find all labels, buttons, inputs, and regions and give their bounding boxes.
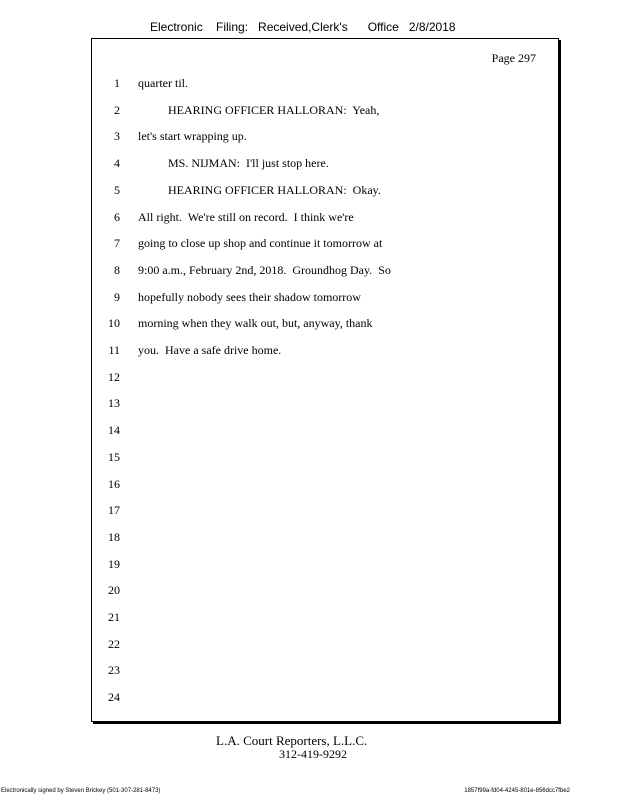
transcript-line: [92, 580, 558, 600]
reporter-company: L.A. Court Reporters, L.L.C.: [216, 733, 368, 748]
line-number: 4: [114, 156, 120, 171]
line-number: 1: [114, 76, 120, 90]
filing-stamp-header: Electronic Filing: Received,Clerk's Office 2/8/2018: [150, 20, 456, 34]
document-id: 1857f99a-fd04-4245-801e-856dcc7fbe2: [464, 788, 570, 794]
line-text: 9:00 a.m., February 2nd, 2018. Groundhog Day. So: [138, 262, 391, 277]
line-number: 2: [114, 102, 120, 117]
line-number: 15: [108, 449, 120, 464]
transcript-line: [92, 607, 558, 627]
transcript-line: [92, 420, 558, 440]
line-number: 13: [108, 396, 120, 411]
page-number: Page 297: [491, 51, 536, 65]
line-number: 5: [114, 182, 120, 197]
transcript-page: [91, 38, 559, 722]
transcript-line: [92, 233, 558, 253]
line-number: 12: [108, 369, 120, 384]
transcript-line: [92, 73, 558, 93]
transcript-line: [92, 100, 558, 120]
line-text: MS. NIJMAN: I'll just stop here.: [138, 156, 329, 171]
transcript-line: [92, 687, 558, 707]
electronic-signature-note: Electronically signed by Steven Brickey (501-307-281-8473): [1, 788, 161, 794]
line-number: 11: [108, 343, 120, 357]
line-text: HEARING OFFICER HALLORAN: Okay.: [138, 182, 381, 197]
transcript-line: [92, 500, 558, 520]
transcript-line: [92, 207, 558, 227]
line-number: 16: [108, 476, 120, 491]
line-text: let's start wrapping up.: [138, 129, 247, 144]
line-text: going to close up shop and continue it tomorrow at: [138, 236, 383, 251]
line-text: All right. We're still on record. I think we're: [138, 209, 354, 224]
transcript-line: [92, 393, 558, 413]
transcript-line: [92, 660, 558, 680]
line-text: quarter til.: [138, 76, 188, 90]
line-number: 6: [114, 209, 120, 224]
reporter-phone: 312-419-9292: [279, 747, 347, 761]
line-number: 3: [114, 129, 120, 144]
line-number: 9: [114, 289, 120, 304]
transcript-line: [92, 260, 558, 280]
transcript-line: [92, 287, 558, 307]
line-text: you. Have a safe drive home.: [138, 343, 282, 357]
line-text: HEARING OFFICER HALLORAN: Yeah,: [138, 102, 380, 117]
line-number: 21: [108, 610, 120, 624]
transcript-line: [92, 126, 558, 146]
transcript-line: [92, 634, 558, 654]
line-number: 20: [108, 583, 120, 598]
transcript-line: [92, 153, 558, 173]
line-number: 23: [108, 663, 120, 678]
line-text: morning when they walk out, but, anyway, thank: [138, 316, 373, 331]
transcript-line: [92, 474, 558, 494]
line-number: 22: [108, 636, 120, 651]
transcript-line: [92, 367, 558, 387]
line-number: 18: [108, 529, 120, 544]
transcript-line: [92, 447, 558, 467]
line-number: 19: [108, 556, 120, 571]
transcript-line: [92, 554, 558, 574]
line-number: 10: [108, 316, 120, 331]
line-number: 14: [108, 423, 120, 438]
line-number: 7: [114, 236, 120, 251]
line-number: 8: [114, 262, 120, 277]
transcript-line: [92, 527, 558, 547]
line-text: hopefully nobody sees their shadow tomorrow: [138, 289, 361, 304]
line-number: 17: [108, 503, 120, 518]
transcript-line: [92, 313, 558, 333]
transcript-line: [92, 340, 558, 360]
transcript-line: [92, 180, 558, 200]
line-number: 24: [108, 690, 120, 705]
